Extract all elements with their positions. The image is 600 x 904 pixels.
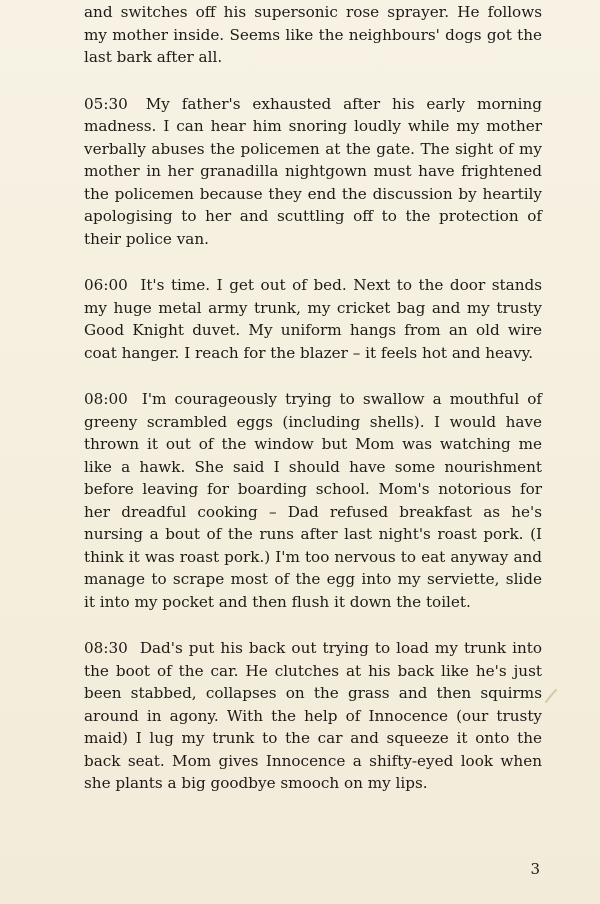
diary-entry-0830 <box>84 637 542 795</box>
entry-time: 08:30 <box>84 639 128 657</box>
entry-text: Dad's put his back out trying to load my trunk into the boot of the car. He clutches at his back like he's just been stabbed, collapses on the grass and then squirms around in agony. With the help of Innocence (our trusty maid) I lug my trunk to the car and squeeze it onto the back seat. Mom gives Innocence a shifty-eyed look when she plants a big goodbye smooch on my lips. <box>84 639 543 792</box>
entry-text: My father's exhausted after his early morning madness. I can hear him snoring loudly while my mother verbally abuses the policemen at the gate. The sight of my mother in her granadilla nightgown must have frightened the policemen because they end the discussion by heartily apologising to her and scuttling off to the protection of their police van. <box>84 94 542 248</box>
entry-text: I'm courageously trying to swallow a mouthful of greeny scrambled eggs (including shells). I would have thrown it out of the window but Mom was watching me like a hawk. She said I should have some nourishment before leaving for boarding school. Mom's notorious for her dreadful cooking – Dad refused breakfast as he's nursing a bout of the runs after last night's roast pork. (I think it was roast pork.) I'm too nervous to eat anyway and manage to scrape most of the egg into my serviette, slide it into my pocket and then flush it down the toilet. <box>84 390 543 611</box>
entry-time: 08:00 <box>84 390 128 408</box>
paragraph-continuation <box>84 1 542 69</box>
paragraph-text: and switches off his supersonic rose sprayer. He follows my mother inside. Seems like the neighbours' dogs got the last bark after all. <box>84 3 542 66</box>
entry-text: It's time. I get out of bed. Next to the door stands my huge metal army trunk, my cricket bag and my trusty Good Knight duvet. My uniform hangs from an old wire coat hanger. I reach for the blazer – it feels hot and heavy. <box>84 276 542 362</box>
diary-entry-0800 <box>84 388 542 613</box>
page-number: 3 <box>530 860 540 878</box>
entry-time: 05:30 <box>84 94 128 113</box>
diary-entry-0530 <box>84 93 542 251</box>
pencil-mark-icon <box>544 688 558 704</box>
entry-time: 06:00 <box>84 276 128 294</box>
diary-entry-0600 <box>84 274 542 364</box>
body-text <box>84 0 542 819</box>
